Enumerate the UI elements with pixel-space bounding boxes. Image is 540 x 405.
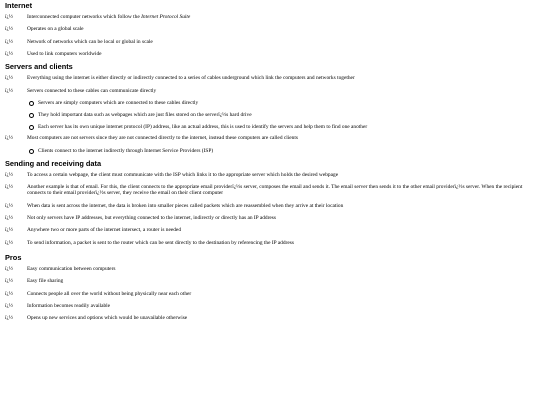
- circle-bullet-icon: [29, 101, 34, 106]
- item-text: To access a certain webpage, the client must communicate with the ISP which links it to the appropriate server which holds the desired webpage: [27, 171, 339, 178]
- bullet-glyph: ï¿½: [5, 51, 13, 58]
- item-text: Another example is that of email. For this, the client connects to the appropriate email providerï¿½s server, composes the email and sends it. The email server then sends it to the other email providerï¿½s server. When the recipient connects to their email providerï¿½s server, they receive the email on their client computer: [27, 183, 523, 197]
- list-item: [5, 227, 535, 233]
- bullet-glyph: ï¿½: [5, 38, 13, 45]
- heading-internet: Internet: [5, 1, 33, 10]
- list-item: [5, 203, 535, 209]
- list-item: [5, 303, 535, 309]
- list-item: [5, 278, 535, 284]
- list-item: [5, 172, 535, 178]
- list-item: [5, 88, 535, 94]
- circle-bullet-icon: [29, 113, 34, 118]
- bullet-glyph: ï¿½: [5, 171, 13, 178]
- bullet-glyph: ï¿½: [5, 202, 13, 209]
- heading-servers-and-clients: Servers and clients: [5, 62, 73, 72]
- list-item: [5, 315, 535, 321]
- list-item: [5, 184, 535, 196]
- list-item: [5, 135, 535, 141]
- list-item: [5, 75, 535, 81]
- list-item: [5, 215, 535, 221]
- item-text: Everything using the internet is either directly or indirectly connected to a series of cables underground which link the computers and networks together: [27, 75, 355, 82]
- bullet-glyph: ï¿½: [5, 302, 13, 309]
- item-text: Easy file sharing: [27, 278, 64, 285]
- item-text: Opens up new services and options which would be unavailable otherwise: [27, 315, 188, 322]
- item-text: Servers connected to these cables can communicate directly: [27, 87, 157, 94]
- item-text: Network of networks which can be local or global in scale: [27, 38, 153, 45]
- item-text: To send information, a packet is sent to the router which can be sent directly to the destination by referencing the IP address: [27, 239, 294, 246]
- sub-list-item: [27, 100, 535, 106]
- sub-item-text: Each server has its own unique internet protocol (IP) address, like an actual address, this is used to identify the servers and help them to find one another: [38, 123, 368, 130]
- bullet-glyph: ï¿½: [5, 13, 13, 20]
- bullet-glyph: ï¿½: [5, 239, 13, 246]
- list-item: [5, 14, 535, 20]
- bullet-glyph: ï¿½: [5, 278, 13, 285]
- list-item: [5, 26, 535, 32]
- sub-item-text: They hold important data such as webpages which are just files stored on the serverï¿½s hard drive: [38, 111, 252, 118]
- list-item: [5, 39, 535, 45]
- list-item: [5, 51, 535, 57]
- item-text: When data is sent across the internet, the data is broken into smaller pieces called packets which are reassembled when they arrive at their location: [27, 202, 344, 209]
- item-text: Anywhere two or more parts of the internet intersect, a router is needed: [27, 227, 182, 234]
- item-text-plain: Interconnected computer networks which follow the: [27, 13, 142, 20]
- item-text: Connects people all over the world without being physically near each other: [27, 290, 192, 297]
- bullet-glyph: ï¿½: [5, 135, 13, 142]
- circle-bullet-icon: [29, 149, 34, 154]
- item-text: Operates on a global scale: [27, 26, 84, 33]
- bullet-glyph: ï¿½: [5, 26, 13, 33]
- bullet-glyph: ï¿½: [5, 227, 13, 234]
- bullet-glyph: ï¿½: [5, 290, 13, 297]
- heading-pros: Pros: [5, 252, 22, 262]
- item-text: Most computers are not servers since they are not connected directly to the internet, instead these computers are called clients: [27, 135, 298, 142]
- sub-item-text: Servers are simply computers which are connected to these cables directly: [38, 100, 199, 107]
- bullet-glyph: ï¿½: [5, 315, 13, 322]
- bullet-glyph: ï¿½: [5, 265, 13, 272]
- list-item: [5, 240, 535, 246]
- item-text: Information becomes readily available: [27, 302, 111, 309]
- item-text: Used to link computers worldwide: [27, 51, 102, 58]
- item-text-italic: Internet Protocol Suite: [141, 13, 191, 20]
- sub-item-text: Clients connect to the internet indirectly through Internet Service Providers (ISP): [38, 147, 214, 154]
- bullet-glyph: ï¿½: [5, 183, 13, 190]
- circle-bullet-icon: [29, 125, 34, 130]
- item-text: [27, 14, 535, 20]
- sub-list-item: [27, 112, 535, 118]
- item-text: Easy communication between computers: [27, 265, 116, 272]
- heading-sending-and-receiving-data: Sending and receiving data: [5, 158, 102, 168]
- bullet-glyph: ï¿½: [5, 75, 13, 82]
- bullet-glyph: ï¿½: [5, 214, 13, 221]
- sub-list-item: [27, 124, 535, 130]
- list-item: [5, 291, 535, 297]
- list-item: [5, 266, 535, 272]
- sub-list-item: [27, 148, 535, 154]
- item-text: Not only servers have IP addresses, but everything connected to the internet, indirectly or directly has an IP address: [27, 214, 276, 221]
- bullet-glyph: ï¿½: [5, 87, 13, 94]
